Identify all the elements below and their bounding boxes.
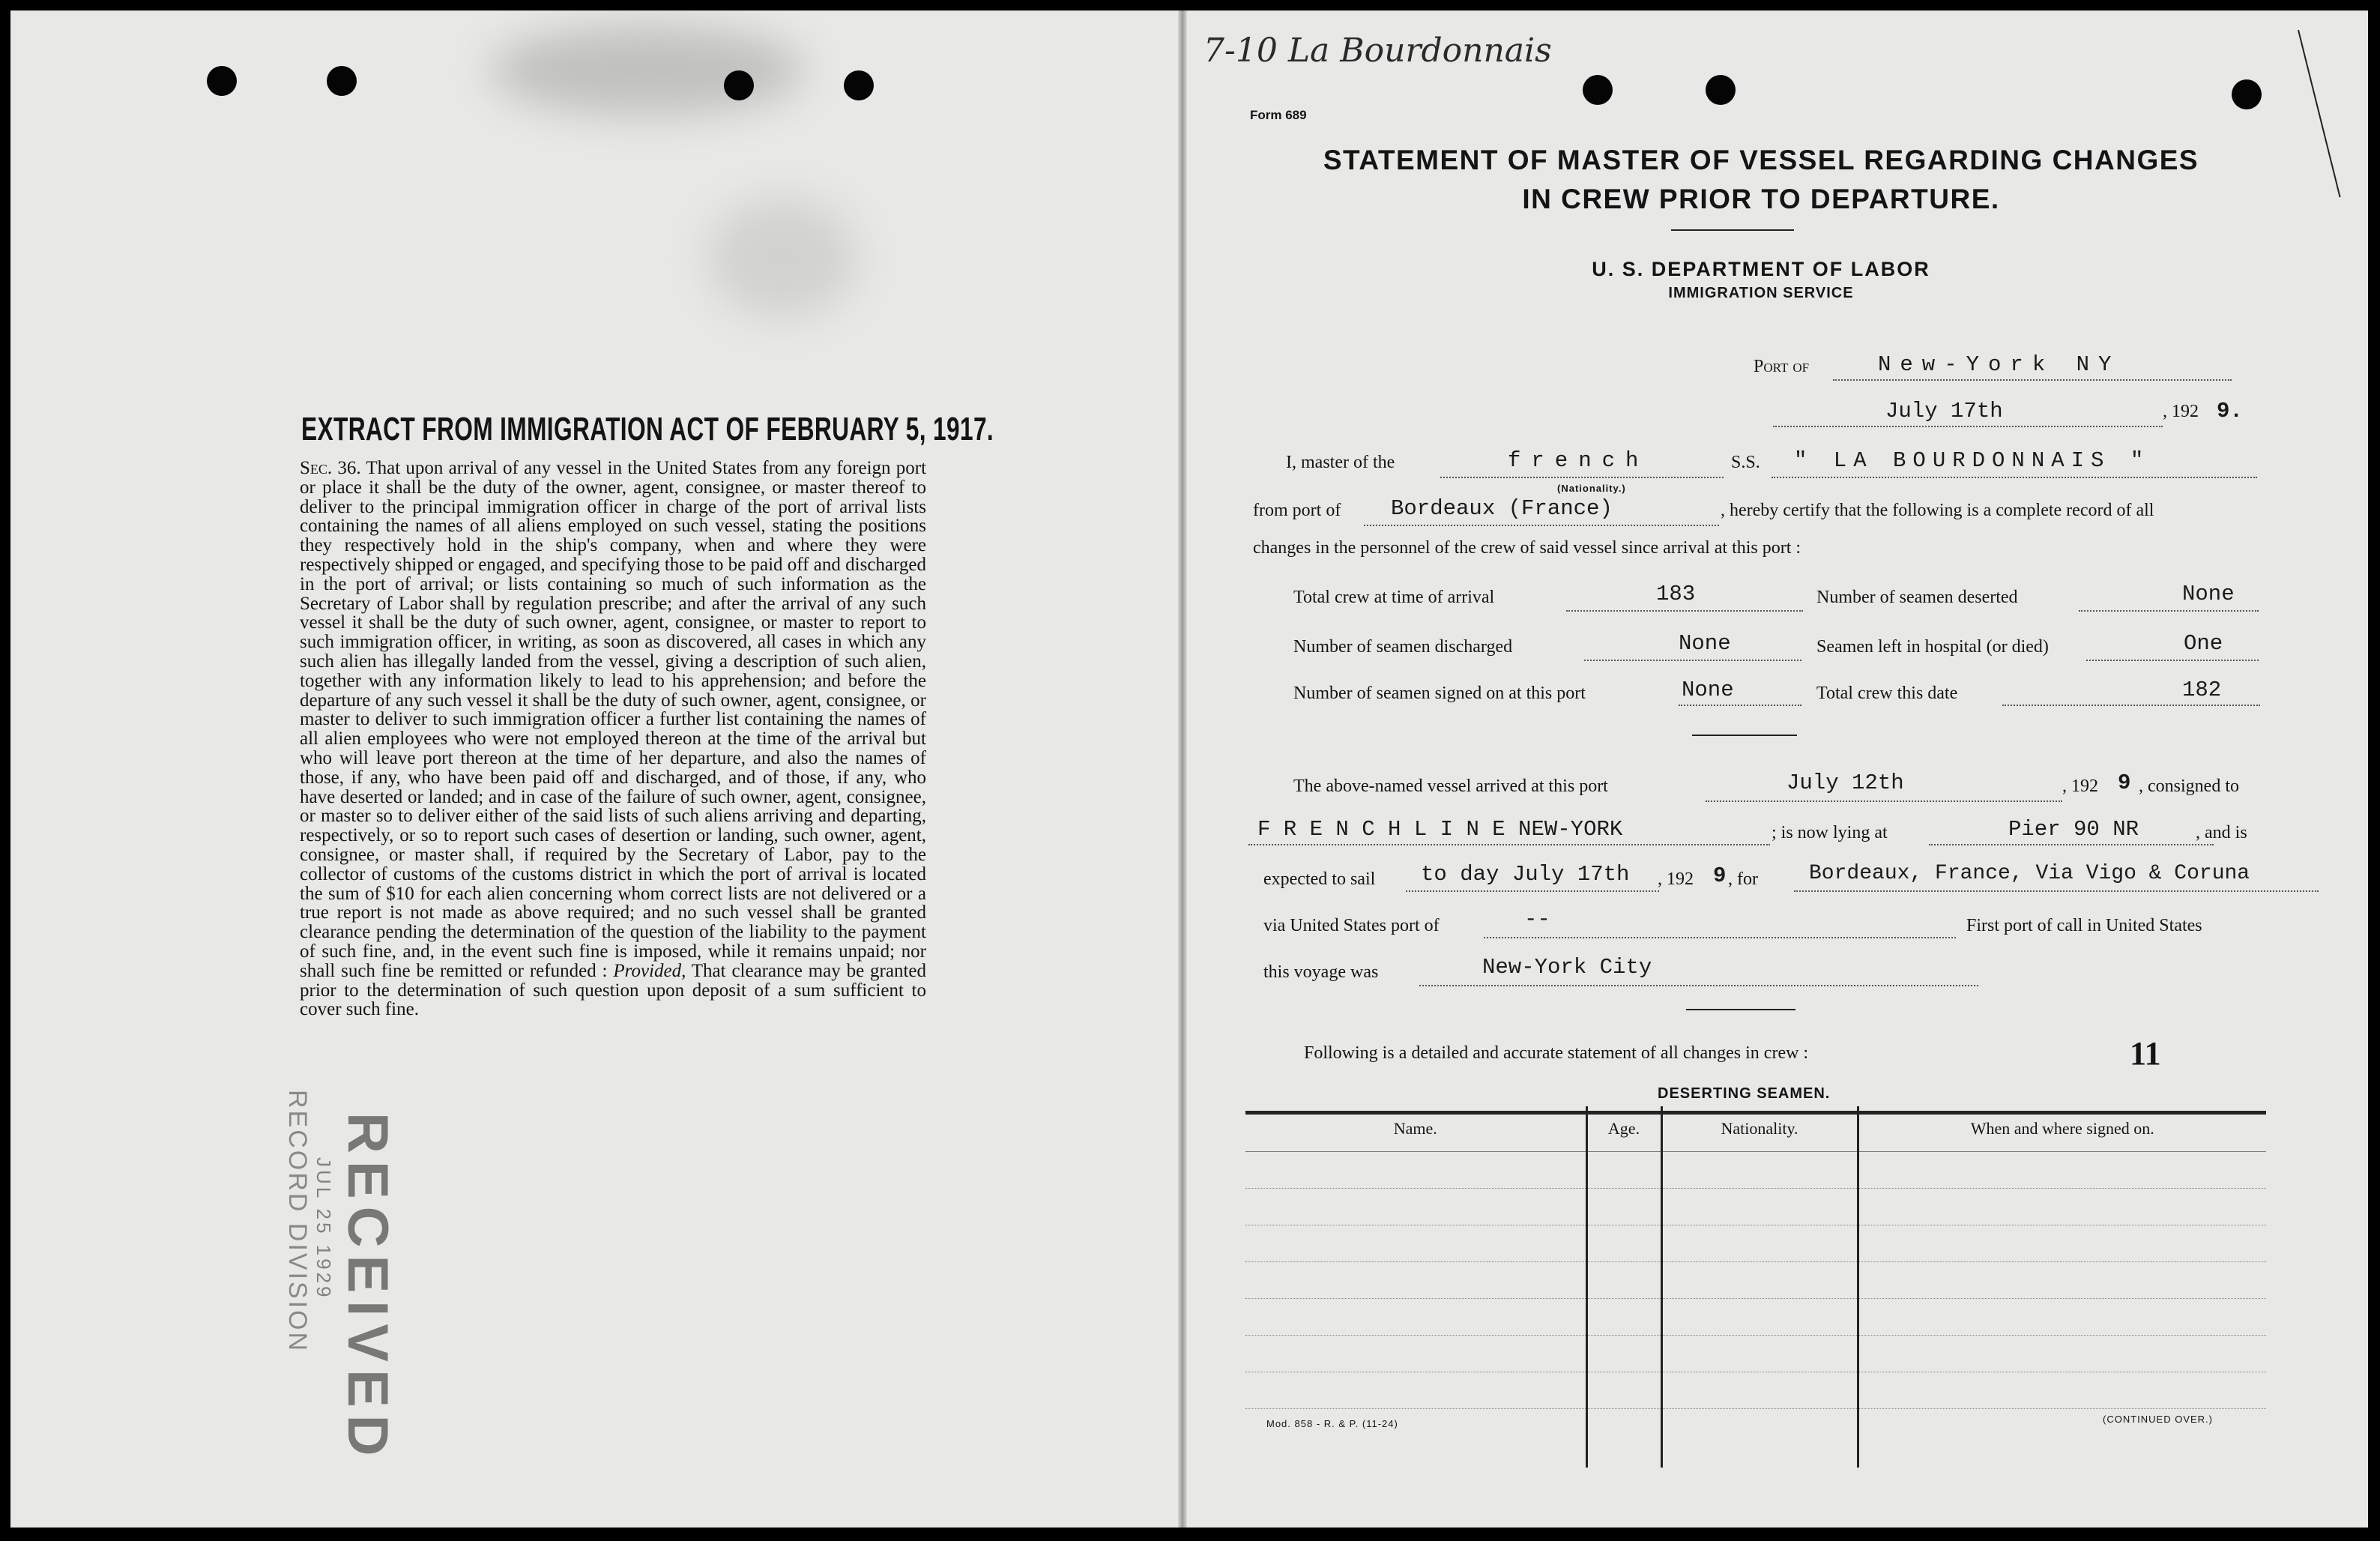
table-cell xyxy=(1858,1225,2266,1262)
table-cell xyxy=(1858,1262,2266,1299)
first-call-line xyxy=(1419,985,1978,986)
nationality-note: (Nationality.) xyxy=(1557,483,1626,494)
hospital-value: One xyxy=(2184,631,2223,656)
signed-value: None xyxy=(1682,678,1734,702)
certify-text: , hereby certify that the following is a complete record of all xyxy=(1721,501,2154,520)
deserted-line xyxy=(2079,610,2259,612)
table-cell xyxy=(1586,1409,1661,1468)
table-row xyxy=(1245,1225,2266,1262)
extract-section-label: Sec. 36. xyxy=(300,458,361,478)
table-row xyxy=(1245,1372,2266,1409)
from-port-label: from port of xyxy=(1253,501,1341,520)
deserted-label: Number of seamen deserted xyxy=(1816,588,2018,607)
column-header-name: Name. xyxy=(1245,1106,1586,1152)
table-cell xyxy=(1245,1336,1586,1372)
table-cell xyxy=(1661,1189,1858,1225)
table-cell xyxy=(1858,1299,2266,1336)
sail-year-digit: 9 xyxy=(1713,863,1727,888)
extract-text-end: That clearance may be granted prior to the determination of such question upon deposit of a sum sufficient to cover such fine. xyxy=(300,960,926,1020)
discharged-label: Number of seamen discharged xyxy=(1293,637,1513,657)
arrival-date: July 12th xyxy=(1786,770,1904,795)
sail-line xyxy=(1406,890,1659,892)
table-header-row xyxy=(1245,1106,2266,1152)
table-cell xyxy=(1586,1189,1661,1225)
total-arrival-value: 183 xyxy=(1656,582,1696,606)
hospital-line xyxy=(2086,660,2259,661)
table-cell xyxy=(1661,1409,1858,1468)
sail-year-prefix: , 192 xyxy=(1658,869,1694,889)
ss-label: S.S. xyxy=(1731,453,1760,472)
column-header-age: Age. xyxy=(1586,1106,1661,1152)
divider xyxy=(1671,229,1794,231)
from-port-value: Bordeaux (France) xyxy=(1391,496,1613,521)
ink-smudge xyxy=(707,198,857,318)
discharged-value: None xyxy=(1679,631,1731,656)
divider xyxy=(1686,1009,1795,1010)
table-cell xyxy=(1586,1372,1661,1409)
first-call-value: New-York City xyxy=(1482,955,1652,980)
page-edge-line xyxy=(2298,30,2341,198)
voyage-label: this voyage was xyxy=(1263,962,1379,982)
footer-form-code: Mod. 858 - R. & P. (11-24) xyxy=(1266,1418,1398,1429)
arrival-year-prefix: , 192 xyxy=(2062,776,2098,796)
arrival-date-line xyxy=(1706,800,2062,802)
punch-hole xyxy=(844,70,874,100)
department-name: U. S. DEPARTMENT OF LABOR xyxy=(1592,258,1930,280)
table-cell xyxy=(1661,1262,1858,1299)
divider xyxy=(1692,735,1797,736)
date-year-digit: 9. xyxy=(2217,399,2243,423)
nationality-line xyxy=(1440,477,1724,478)
via-label: via United States port of xyxy=(1263,916,1440,935)
and-is-label: , and is xyxy=(2196,823,2247,842)
arrival-label: The above-named vessel arrived at this port xyxy=(1293,776,1608,796)
extract-heading: EXTRACT FROM IMMIGRATION ACT OF FEBRUARY 5, 1917. xyxy=(301,411,994,447)
table-cell xyxy=(1586,1225,1661,1262)
stamp-received: RECEIVED xyxy=(336,1112,399,1464)
table-cell xyxy=(1245,1189,1586,1225)
total-today-label: Total crew this date xyxy=(1816,684,1958,703)
page-fold xyxy=(1178,10,1187,1528)
column-header-nationality: Nationality. xyxy=(1661,1106,1858,1152)
table-cell xyxy=(1245,1262,1586,1299)
table-cell xyxy=(1661,1372,1858,1409)
date-value: July 17th xyxy=(1885,399,2003,423)
stamp-date: JUL 25 1929 xyxy=(312,1157,335,1300)
port-value: New-York NY xyxy=(1878,352,2121,377)
changes-line: changes in the personnel of the crew of said vessel since arrival at this port : xyxy=(1253,538,1801,558)
form-number: Form 689 xyxy=(1250,108,1307,122)
table-cell xyxy=(1858,1372,2266,1409)
signed-line xyxy=(1679,705,1801,706)
table-cell xyxy=(1586,1336,1661,1372)
received-stamp xyxy=(283,1090,400,1464)
consignee-value: F R E N C H L I N E NEW-YORK xyxy=(1257,817,1623,842)
punch-hole xyxy=(327,66,357,96)
via-value: -- xyxy=(1524,907,1550,932)
for-label: , for xyxy=(1728,869,1758,889)
table-cell xyxy=(1661,1299,1858,1336)
date-year-prefix: , 192 xyxy=(2163,402,2199,421)
pier-value: Pier 90 NR xyxy=(2008,817,2139,842)
form-title-line1: STATEMENT OF MASTER OF VESSEL REGARDING CHANGES xyxy=(1323,145,2199,175)
total-arrival-label: Total crew at time of arrival xyxy=(1293,588,1495,607)
table-cell xyxy=(1661,1336,1858,1372)
port-line xyxy=(1833,379,2232,381)
consignee-line xyxy=(1248,844,1770,845)
table-cell xyxy=(1245,1299,1586,1336)
footer-continued: (CONTINUED OVER.) xyxy=(2103,1414,2213,1425)
table-cell xyxy=(1586,1152,1661,1189)
changes-count: 11 xyxy=(2130,1035,2161,1072)
column-header-signed-on: When and where signed on. xyxy=(1858,1106,2266,1152)
changes-statement: Following is a detailed and accurate statement of all changes in crew : xyxy=(1304,1043,1809,1063)
table-cell xyxy=(1858,1336,2266,1372)
stamp-division: RECORD DIVISION xyxy=(283,1090,312,1354)
total-today-value: 182 xyxy=(2182,678,2222,702)
table-row xyxy=(1245,1189,2266,1225)
total-arrival-line xyxy=(1566,610,1803,612)
from-port-line xyxy=(1364,525,1719,526)
punch-hole xyxy=(1706,75,1736,105)
ink-smudge xyxy=(490,25,805,115)
handwritten-annotation: 7-10 La Bourdonnais xyxy=(1203,31,1552,70)
sail-label: expected to sail xyxy=(1263,869,1376,889)
extract-body xyxy=(300,459,926,1019)
via-line xyxy=(1484,937,1956,938)
table-caption: DESERTING SEAMEN. xyxy=(1658,1085,1831,1102)
punch-hole xyxy=(724,70,754,100)
table-cell xyxy=(1858,1152,2266,1189)
master-prefix: I, master of the xyxy=(1286,453,1395,472)
pier-line xyxy=(1929,844,2214,845)
table-cell xyxy=(1586,1299,1661,1336)
table-cell xyxy=(1586,1262,1661,1299)
table-cell xyxy=(1245,1225,1586,1262)
sail-date: to day July 17th xyxy=(1421,862,1630,887)
table-row xyxy=(1245,1299,2266,1336)
document-sheet xyxy=(10,10,2368,1528)
extract-provided: Provided, xyxy=(613,960,686,981)
table-cell xyxy=(1245,1372,1586,1409)
destination-line xyxy=(1794,890,2319,892)
date-line xyxy=(1773,426,2163,427)
table-cell xyxy=(1661,1225,1858,1262)
table-cell xyxy=(1661,1152,1858,1189)
service-name: IMMIGRATION SERVICE xyxy=(1668,285,1854,301)
port-label: Port of xyxy=(1754,357,1810,376)
vessel-line xyxy=(1772,477,2257,478)
punch-hole xyxy=(207,66,237,96)
table-row xyxy=(1245,1336,2266,1372)
discharged-line xyxy=(1584,660,1801,661)
table-row xyxy=(1245,1152,2266,1189)
form-title-line2: IN CREW PRIOR TO DEPARTURE. xyxy=(1522,184,2000,214)
destination-value: Bordeaux, France, Via Vigo & Coruna xyxy=(1809,862,2250,885)
vessel-name: " LA BOURDONNAIS " xyxy=(1794,448,2151,473)
table-row xyxy=(1245,1262,2266,1299)
total-today-line xyxy=(2002,705,2260,706)
punch-hole xyxy=(2232,79,2262,109)
table-cell xyxy=(1858,1189,2266,1225)
first-call-label: First port of call in United States xyxy=(1966,916,2202,935)
arrival-year-digit: 9 xyxy=(2118,770,2131,795)
nationality-value: french xyxy=(1508,448,1649,473)
extract-text: That upon arrival of any vessel in the United States from any foreign port or place it shall be the duty of the owner, agent, consignee, or master thereof to deliver to the principal immigration officer in charge of the port of arrival lists containing the names of all aliens employed on such vessel, stating the positions they respectively hold in the ship's company, when and where they were respectively shipped or engaged, and specifying those to be paid off and discharged in the port of arrival; or lists containing so much of such information as the Secretary of Labor shall by regulation prescribe; and after the arrival of any such vessel it shall be the duty of such owner, agent, consignee, or master to report to such immigration officer, in writing, as soon as discovered, all cases in which any such alien has illegally landed from the vessel, giving a description of such alien, together with any information likely to lead to his apprehension; and before the departure of any such vessel it shall be the duty of such owner, agent, consignee, or master to deliver to such immigration officer a further list containing the names of all alien employees who were not employed thereon at the time of the arrival but who will leave port thereon at the time of her departure, and also the names of those, if any, who have been paid off and discharged, and of those, if any, who have deserted or landed; and in case of the failure of such owner, agent, consignee, or master so to deliver either of the said lists of such aliens arriving and departing, respectively, or so to report such cases of desertion or landing, such owner, agent, consignee, or master shall, if required by the Secretary of Labor, pay to the collector of customs of the customs district in which the port of arrival is located the sum of $10 for each alien concerning whom correct lists are not delivered or a true report is not made as above required; and no such vessel shall be granted clearance pending the determination of the question of the liability to the payment of such fine, and, in the event such fine is imposed, while it remains unpaid; nor shall such fine be remitted or refunded : xyxy=(300,458,927,981)
consigned-label: , consigned to xyxy=(2139,776,2239,796)
signed-label: Number of seamen signed on at this port xyxy=(1293,684,1586,703)
lying-label: ; is now lying at xyxy=(1772,823,1888,842)
punch-hole xyxy=(1583,75,1613,105)
deserted-value: None xyxy=(2182,582,2235,606)
hospital-label: Seamen left in hospital (or died) xyxy=(1816,637,2049,657)
table-cell xyxy=(1245,1152,1586,1189)
